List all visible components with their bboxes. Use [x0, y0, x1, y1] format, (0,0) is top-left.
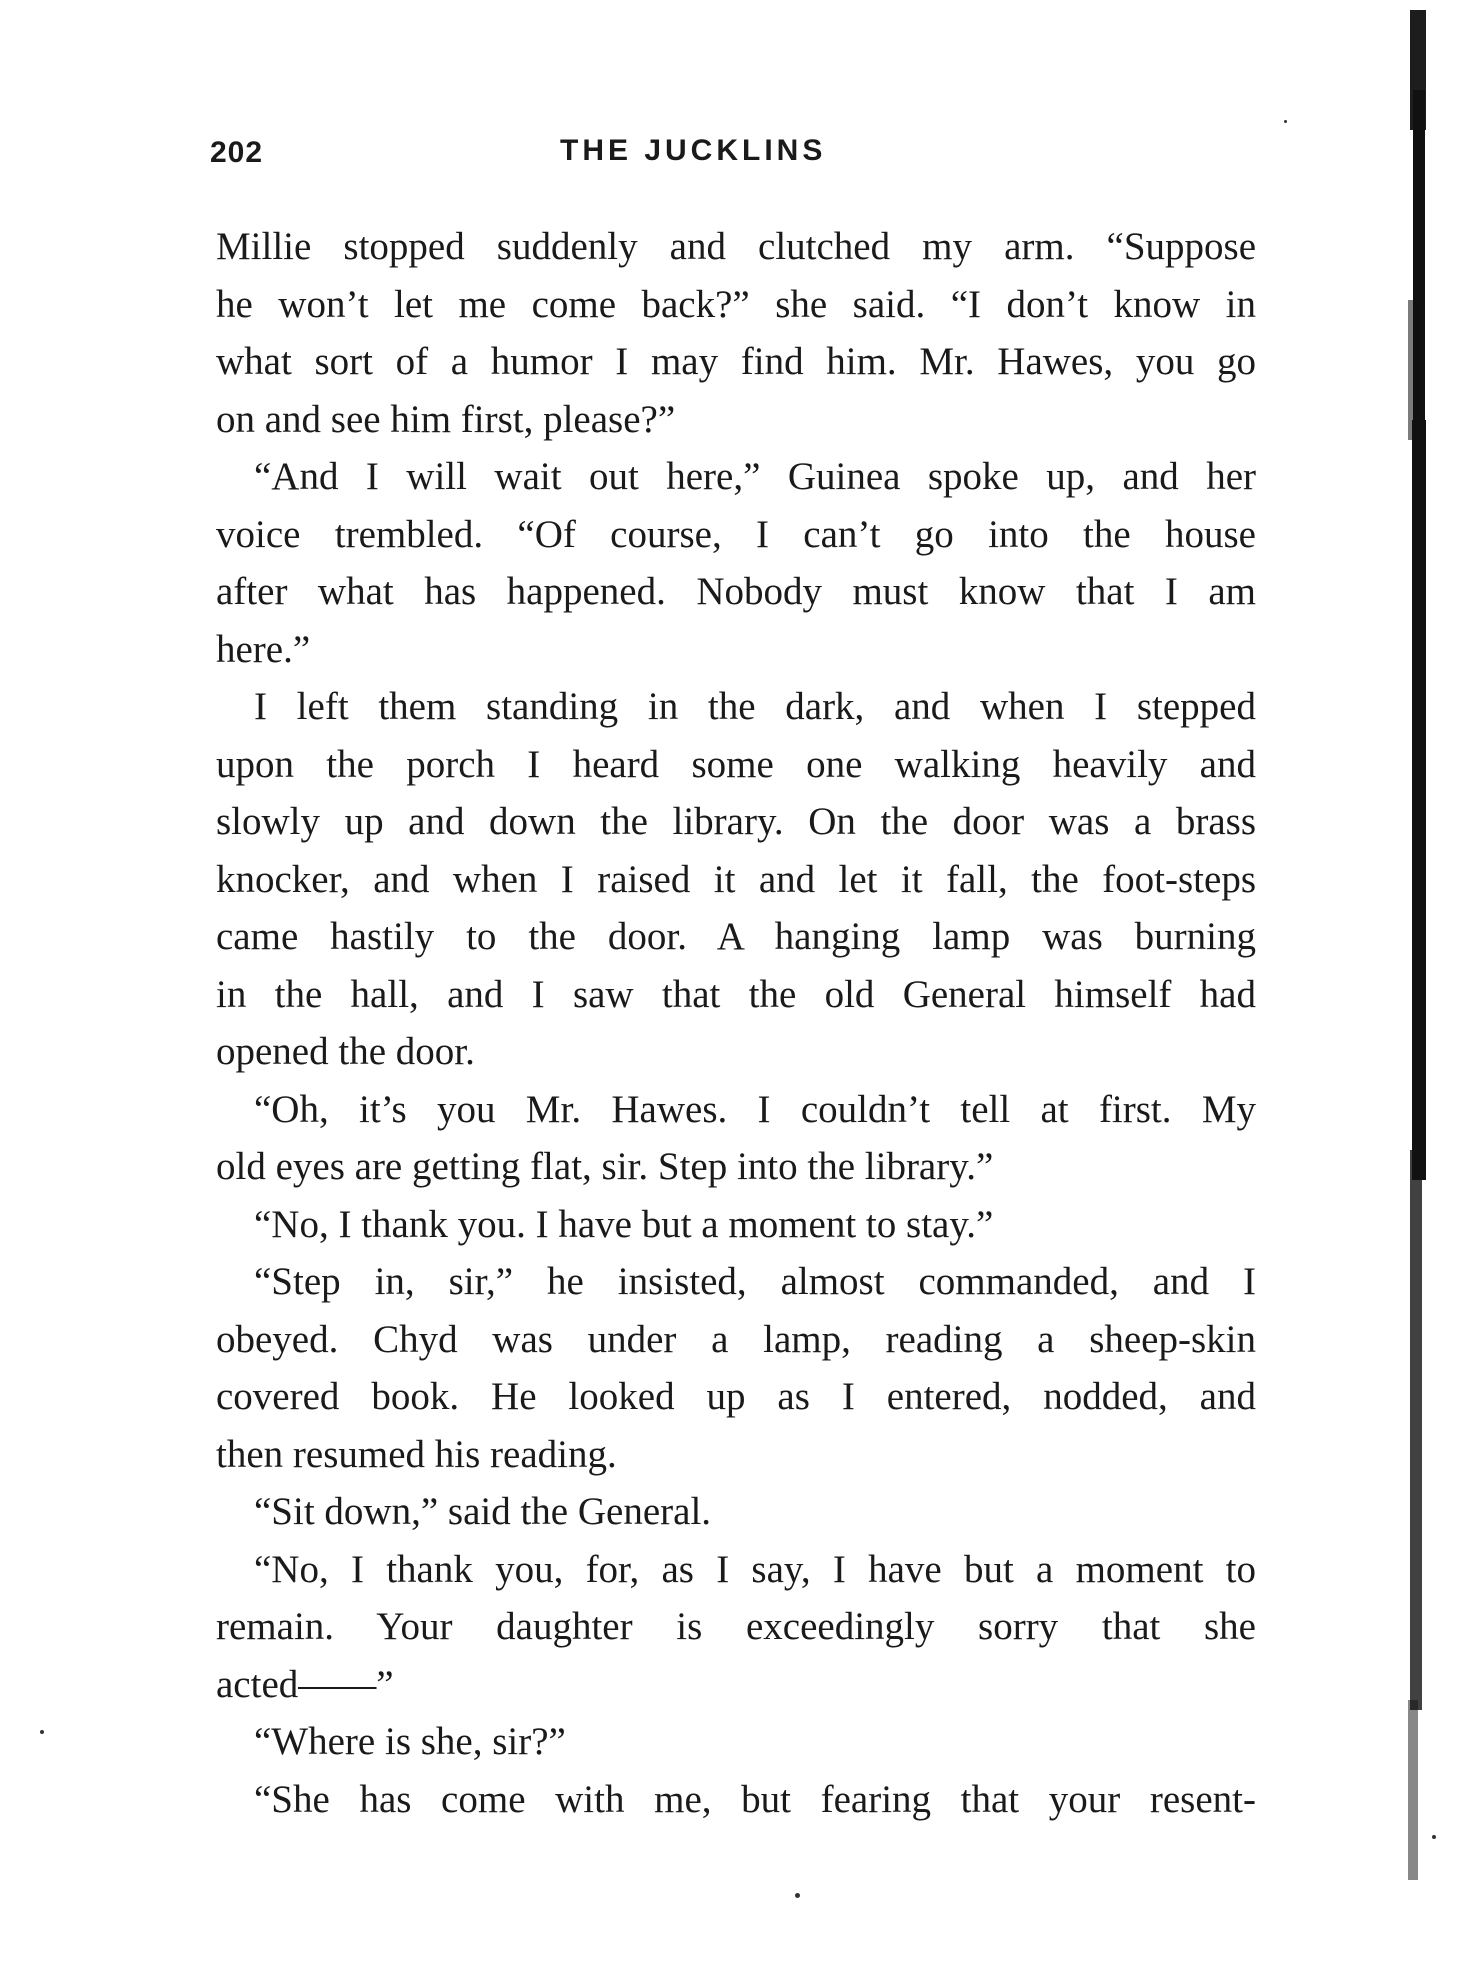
- paper-speck: [795, 1893, 800, 1898]
- text-line: in the hall, and I saw that the old General himself had: [216, 972, 1256, 1016]
- body-text: [216, 218, 1256, 1828]
- text-line: “No, I thank you. I have but a moment to stay.”: [254, 1202, 994, 1246]
- text-line: after what has happened. Nobody must know that I am: [216, 570, 1256, 613]
- text-line: on and see him first, please?”: [216, 397, 676, 441]
- text-line: slowly up and down the library. On the door was a brass: [216, 800, 1256, 843]
- running-head-title: THE JUCKLINS: [560, 134, 827, 167]
- text-line: “She has come with me, but fearing that your resent-: [254, 1777, 1256, 1821]
- text-line: covered book. He looked up as I entered, nodded, and: [216, 1375, 1256, 1418]
- text-line: came hastily to the door. A hanging lamp was burning: [216, 915, 1256, 958]
- page-number: 202: [210, 136, 264, 169]
- text-line: he won’t let me come back?” she said. “I don’t know in: [216, 282, 1256, 326]
- text-line: “Step in, sir,” he insisted, almost commanded, and I: [254, 1260, 1256, 1303]
- text-line: I left them standing in the dark, and when I stepped: [254, 685, 1256, 728]
- paper-speck: [40, 1730, 44, 1734]
- text-line: old eyes are getting flat, sir. Step into the library.”: [216, 1145, 994, 1188]
- text-line: Millie stopped suddenly and clutched my arm. “Suppose: [216, 225, 1256, 268]
- text-line: “Oh, it’s you Mr. Hawes. I couldn’t tell at first. My: [254, 1087, 1256, 1131]
- text-line: what sort of a humor I may find him. Mr. Hawes, you go: [216, 340, 1256, 383]
- binding-shadow: [1404, 0, 1428, 1962]
- paper-speck: [1432, 1835, 1436, 1839]
- paper-speck: [1284, 120, 1287, 123]
- text-line: then resumed his reading.: [216, 1432, 617, 1476]
- text-line: upon the porch I heard some one walking heavily and: [216, 742, 1256, 786]
- text-line: here.”: [216, 627, 311, 671]
- text-line: “No, I thank you, for, as I say, I have but a moment to: [254, 1547, 1256, 1591]
- text-line: obeyed. Chyd was under a lamp, reading a sheep-skin: [216, 1317, 1256, 1361]
- text-line: acted——”: [216, 1662, 394, 1706]
- text-line: “Where is she, sir?”: [254, 1720, 566, 1763]
- text-line: “And I will wait out here,” Guinea spoke up, and her: [254, 455, 1256, 498]
- text-line: “Sit down,” said the General.: [254, 1490, 712, 1533]
- text-line: voice trembled. “Of course, I can’t go into the house: [216, 512, 1256, 556]
- text-line: remain. Your daughter is exceedingly sorry that she: [216, 1605, 1256, 1648]
- text-line: knocker, and when I raised it and let it fall, the foot-steps: [216, 857, 1256, 901]
- text-line: opened the door.: [216, 1030, 475, 1073]
